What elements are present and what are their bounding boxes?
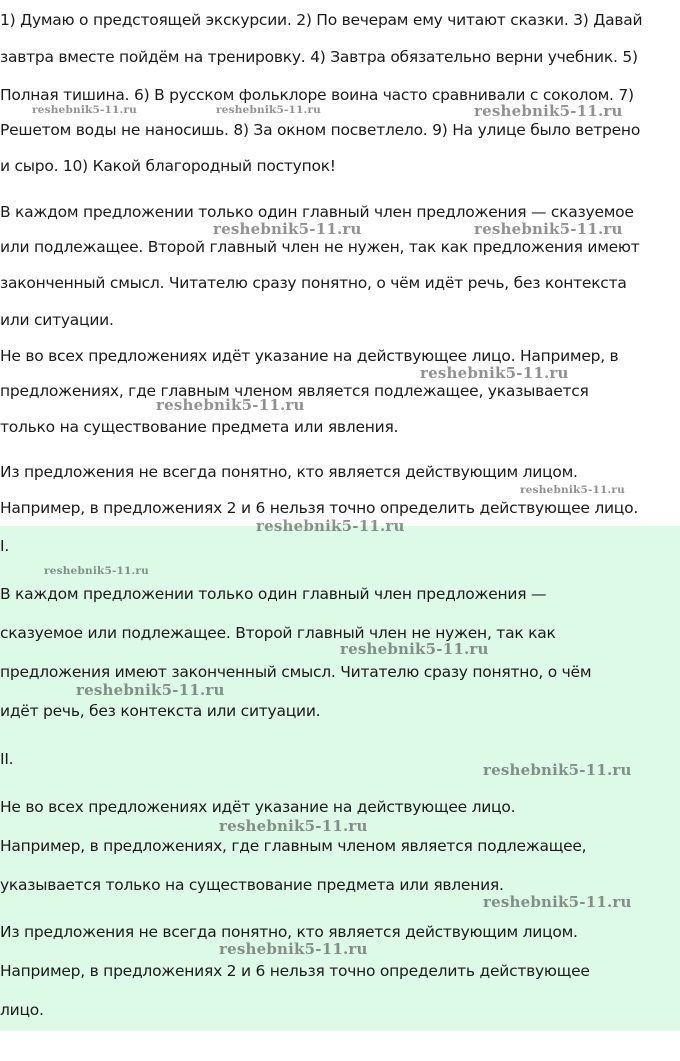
watermark: reshebnik5-11.ru: [420, 364, 569, 382]
answer-line: лицо.: [0, 1001, 44, 1019]
watermark: reshebnik5-11.ru: [216, 104, 321, 116]
watermark: reshebnik5-11.ru: [32, 104, 137, 116]
answer-line: указывается только на существование предмета или явления.: [0, 876, 504, 894]
section-heading: I.: [0, 537, 9, 555]
explanation-line: только на существование предмета или явления.: [0, 418, 399, 436]
task-line: и сыро. 10) Какой благородный поступок!: [0, 157, 336, 175]
watermark: reshebnik5-11.ru: [483, 893, 632, 911]
watermark: reshebnik5-11.ru: [219, 817, 368, 835]
answer-line: Из предложения не всегда понятно, кто является действующим лицом.: [0, 923, 578, 941]
answer-line: предложения имеют законченный смысл. Читателю сразу понятно, о чём: [0, 663, 592, 681]
explanation-line: Не во всех предложениях идёт указание на действующее лицо. Например, в: [0, 347, 619, 365]
explanation-line: или подлежащее. Второй главный член не нужен, так как предложения имеют: [0, 238, 640, 256]
watermark: reshebnik5-11.ru: [474, 102, 623, 120]
answer-line: идёт речь, без контекста или ситуации.: [0, 702, 321, 720]
explanation-line: законченный смысл. Читателю сразу понятно, о чём идёт речь, без контекста: [0, 274, 627, 292]
answer-line: Например, в предложениях 2 и 6 нельзя точно определить действующее: [0, 962, 590, 980]
watermark: reshebnik5-11.ru: [156, 396, 305, 414]
answer-line: сказуемое или подлежащее. Второй главный член не нужен, так как: [0, 624, 556, 642]
answer-line: В каждом предложении только один главный член предложения —: [0, 585, 547, 603]
watermark: reshebnik5-11.ru: [483, 761, 632, 779]
explanation-line: или ситуации.: [0, 311, 114, 329]
explanation-line: предложениях, где главным членом является подлежащее, указывается: [0, 382, 589, 400]
task-line: Полная тишина. 6) В русском фольклоре воина часто сравнивали с соколом. 7): [0, 86, 634, 104]
watermark: reshebnik5-11.ru: [76, 681, 225, 699]
explanation-line: В каждом предложении только один главный член предложения — сказуемое: [0, 203, 634, 221]
task-line: завтра вместе пойдём на тренировку. 4) Завтра обязательно верни учебник. 5): [0, 48, 638, 66]
watermark: reshebnik5-11.ru: [219, 940, 368, 958]
watermark: reshebnik5-11.ru: [474, 220, 623, 238]
watermark: reshebnik5-11.ru: [44, 565, 149, 577]
task-line: 1) Думаю о предстоящей экскурсии. 2) По вечерам ему читают сказки. 3) Давай: [0, 11, 643, 29]
section-heading: II.: [0, 750, 14, 768]
answer-line: Не во всех предложениях идёт указание на действующее лицо.: [0, 798, 516, 816]
explanation-line: Из предложения не всегда понятно, кто является действующим лицом.: [0, 463, 578, 481]
answer-line: Например, в предложениях, где главным членом является подлежащее,: [0, 837, 587, 855]
watermark: reshebnik5-11.ru: [520, 484, 625, 496]
explanation-line: Например, в предложениях 2 и 6 нельзя точно определить действующее лицо.: [0, 499, 639, 517]
watermark: reshebnik5-11.ru: [340, 640, 489, 658]
task-line: Решетом воды не наносишь. 8) За окном посветлело. 9) На улице было ветрено: [0, 121, 641, 139]
watermark: reshebnik5-11.ru: [256, 517, 405, 535]
watermark: reshebnik5-11.ru: [213, 220, 362, 238]
